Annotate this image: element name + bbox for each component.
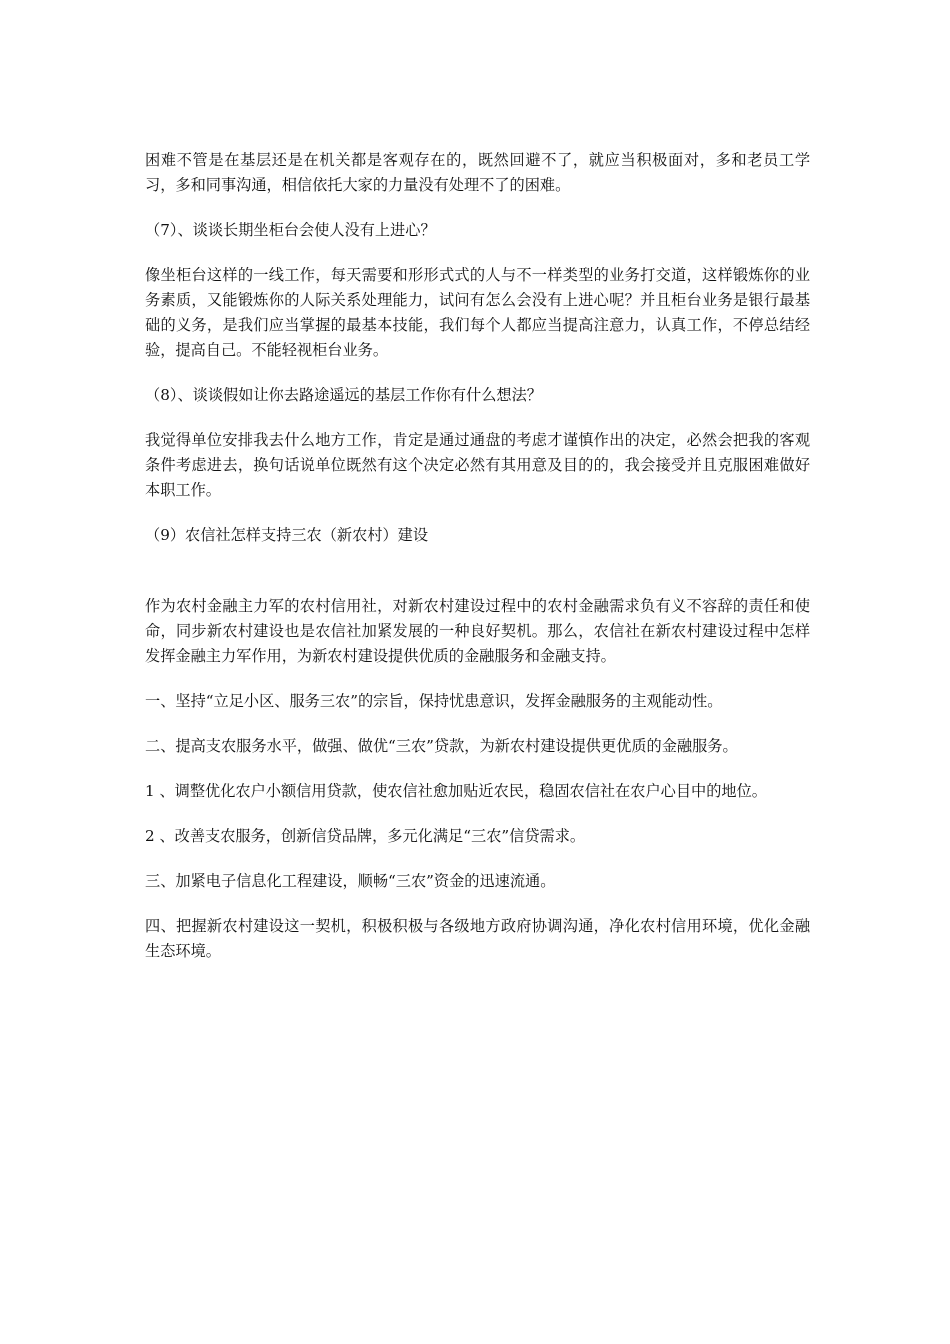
answer-9-intro-paragraph: 作为农村金融主力军的农村信用社，对新农村建设过程中的农村金融需求负有义不容辞的责任和使命，同步新农村建设也是农信社加紧发展的一种良好契机。那么，农信社在新农村建设过程中怎样发挥金融主力军作用，为新农村建设提供优质的金融服务和金融支持。 bbox=[145, 597, 810, 665]
paragraph-difficulty-answer: 困难不管是在基层还是在机关都是客观存在的，既然回避不了，就应当积极面对，多和老员工学习，多和同事沟通，相信依托大家的力量没有处理不了的困难。 bbox=[145, 151, 810, 194]
point-two-paragraph: 二、提高支农服务水平，做强、做优“三农”贷款，为新农村建设提供更优质的金融服务。 bbox=[145, 737, 738, 755]
answer-7-paragraph: 像坐柜台这样的一线工作，每天需要和形形式式的人与不一样类型的业务打交道，这样锻炼你的业务素质，又能锻炼你的人际关系处理能力，试问有怎么会没有上进心呢？并且柜台业务是银行最基础的义务，是我们应当掌握的最基本技能，我们每个人都应当提高注意力，认真工作，不停总结经验，提高自己。不能轻视柜台业务。 bbox=[145, 266, 810, 359]
point-one-paragraph: 一、坚持“立足小区、服务三农”的宗旨，保持忧患意识，发挥金融服务的主观能动性。 bbox=[145, 692, 723, 710]
question-7-heading: （7）、谈谈长期坐柜台会使人没有上进心？ bbox=[145, 221, 436, 239]
question-9-heading: （9）农信社怎样支持三农（新农村）建设 bbox=[145, 526, 429, 544]
point-four-paragraph: 四、把握新农村建设这一契机，积极积极与各级地方政府协调沟通，净化农村信用环境，优化金融生态环境。 bbox=[145, 917, 810, 960]
answer-8-paragraph: 我觉得单位安排我去什么地方工作，肯定是通过通盘的考虑才谨慎作出的决定，必然会把我的客观条件考虑进去，换句话说单位既然有这个决定必然有其用意及目的的，我会接受并且克服困难做好本职工作。 bbox=[145, 431, 810, 499]
question-8-heading: （8）、谈谈假如让你去路途遥远的基层工作你有什么想法？ bbox=[145, 386, 542, 404]
point-three-paragraph: 三、加紧电子信息化工程建设，顺畅“三农”资金的迅速流通。 bbox=[145, 872, 556, 890]
document-body bbox=[145, 148, 810, 964]
subpoint-2-paragraph: 2 、改善支农服务，创新信贷品牌，多元化满足“三农”信贷需求。 bbox=[145, 827, 586, 845]
subpoint-1-paragraph: 1 、调整优化农户小额信用贷款，使农信社愈加贴近农民，稳固农信社在农户心目中的地位。 bbox=[145, 782, 767, 800]
